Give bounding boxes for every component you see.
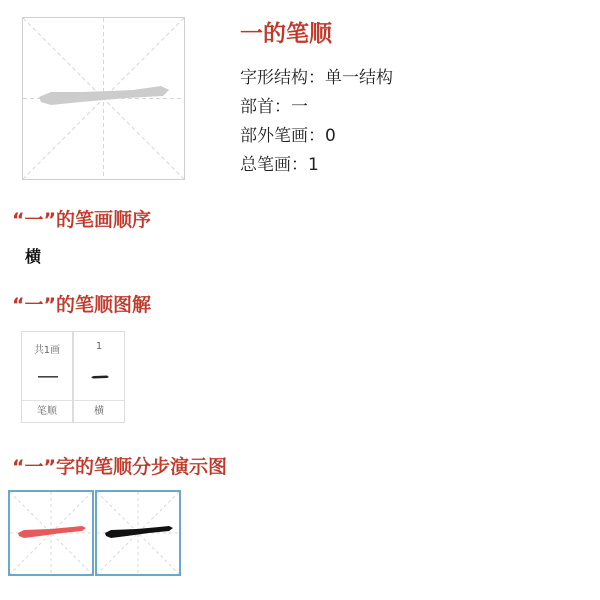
stroke-diagram-heading: “一”的笔顺图解 bbox=[12, 294, 151, 316]
stroke-order-list: 横 bbox=[25, 247, 42, 266]
card-footer: 笔顺 bbox=[37, 406, 57, 417]
character-grid bbox=[22, 17, 185, 180]
structure-label: 字形结构： bbox=[240, 68, 325, 88]
structure-row bbox=[240, 64, 393, 93]
radical-label: 部首： bbox=[240, 97, 291, 117]
stroke-order-heading: “一”的笔画顺序 bbox=[12, 209, 151, 231]
diagram-card-total bbox=[21, 331, 73, 423]
total-strokes-value: 1 bbox=[308, 155, 319, 175]
card-glyph bbox=[22, 368, 74, 387]
total-strokes-row bbox=[240, 151, 393, 180]
structure-value: 单一结构 bbox=[325, 68, 393, 88]
step-demo-heading: “一”字的笔顺分步演示图 bbox=[12, 456, 227, 478]
grid-guides bbox=[23, 18, 184, 179]
step-box-1 bbox=[8, 490, 94, 576]
step-box-2 bbox=[95, 490, 181, 576]
card-footer: 横 bbox=[94, 406, 104, 417]
card-caption: 1 bbox=[95, 341, 103, 352]
outer-strokes-label: 部外笔画： bbox=[240, 126, 325, 146]
radical-value: 一 bbox=[291, 97, 308, 117]
card-glyph bbox=[74, 368, 126, 387]
diagram-card-step-1 bbox=[73, 331, 125, 423]
heng-stroke-black bbox=[105, 526, 173, 538]
card-caption: 共1画 bbox=[33, 345, 61, 356]
heng-stroke-red bbox=[18, 526, 86, 538]
outer-strokes-value: 0 bbox=[325, 126, 336, 146]
character-info bbox=[240, 18, 393, 180]
total-strokes-label: 总笔画： bbox=[240, 155, 308, 175]
outer-strokes-row bbox=[240, 122, 393, 151]
page-title: 一的笔顺 bbox=[240, 21, 332, 47]
radical-row bbox=[240, 93, 393, 122]
